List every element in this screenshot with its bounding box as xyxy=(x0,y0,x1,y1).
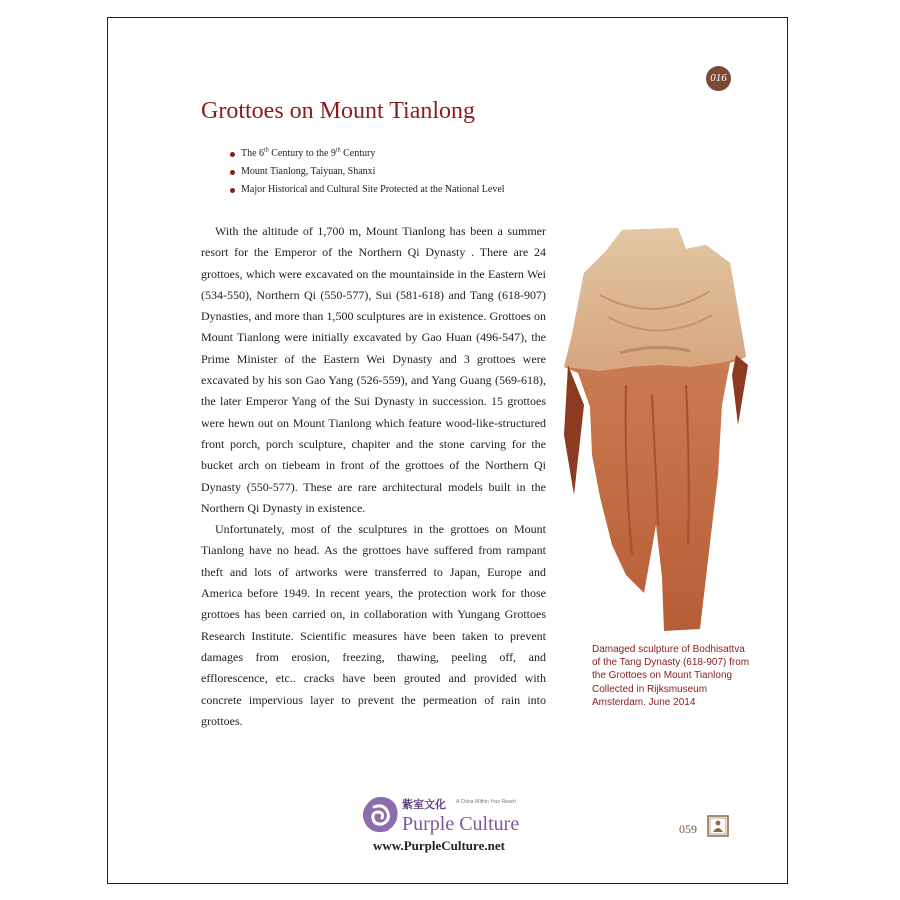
paragraph: Unfortunately, most of the sculptures in the grottoes on Mount Tianlong have no head. As the grottoes have suffered from rampant theft and lots of artworks were transferred to Japan, Europe and America before 1949. In recent years, the protection work for those grottoes has been carried on, in collaboration with Yungang Grottoes Research Institute. Scientific measures have been taken to prevent damages from erosion, freezing, thawing, peeling off, and efflorescence, etc.. cracks have been grouted and provided with concrete impervious layer to prevent the permeation of rain into grottoes. xyxy=(201,522,546,728)
bullet-location: Mount Tianlong, Taiyuan, Shanxi xyxy=(230,164,505,182)
buddha-seal-icon xyxy=(707,815,729,837)
photo-caption: Damaged sculpture of Bodhisattva of the Tang Dynasty (618-907) from the Grottoes on Mount Tianlong Collected in Rijksmuseum Amsterdam. June 2014 xyxy=(592,644,750,708)
body-text xyxy=(201,221,546,732)
watermark-brand: Purple Culture xyxy=(402,813,520,835)
bodhisattva-sculpture-photo xyxy=(560,225,750,635)
watermark-logo xyxy=(360,795,550,855)
watermark-tagline: A China Within Your Reach xyxy=(456,799,517,805)
purple-culture-logo-icon xyxy=(360,795,400,835)
bullet-status: Major Historical and Cultural Site Protected at the National Level xyxy=(230,182,505,200)
bullet-period: The 6th Century to the 9th Century xyxy=(230,146,505,164)
page-title: Grottoes on Mount Tianlong xyxy=(201,98,476,124)
watermark-url: www.PurpleCulture.net xyxy=(373,838,505,853)
paragraph: With the altitude of 1,700 m, Mount Tianlong has been a summer resort for the Emperor of the Northern Qi Dynasty . There are 24 grottoes, which were excavated on the mountainside in the Eastern Wei (534-550), Northern Qi (550-577), Sui (581-618) and Tang (618-907) Dynasties, and more than 1,500 sculptures are in existence. Grottoes on Mount Tianlong were initially excavated by Gao Huan (496-547), the Prime Minister of the Eastern Wei Dynasty and 3 grottoes were excavated by his son Gao Yang (526-559), and Yang Guang (569-618), the later Emperor Yang of the Sui Dynasty in succession. 15 grottoes were hewn out on Mount Tianlong which feature wood-like-structured front porch, porch sculpture, chapiter and the stone carving for the bucket arch on tiebeam in front of the grottoes of the Northern Qi Dynasty (550-577). These are rare architectural models built in the Northern Qi Dynasty in existence. xyxy=(201,224,546,515)
info-bullet-list xyxy=(230,146,505,200)
page-number: 059 xyxy=(679,822,697,836)
watermark-chinese-name: 紫室文化 xyxy=(402,798,446,811)
section-number-badge: 016 xyxy=(706,66,731,91)
